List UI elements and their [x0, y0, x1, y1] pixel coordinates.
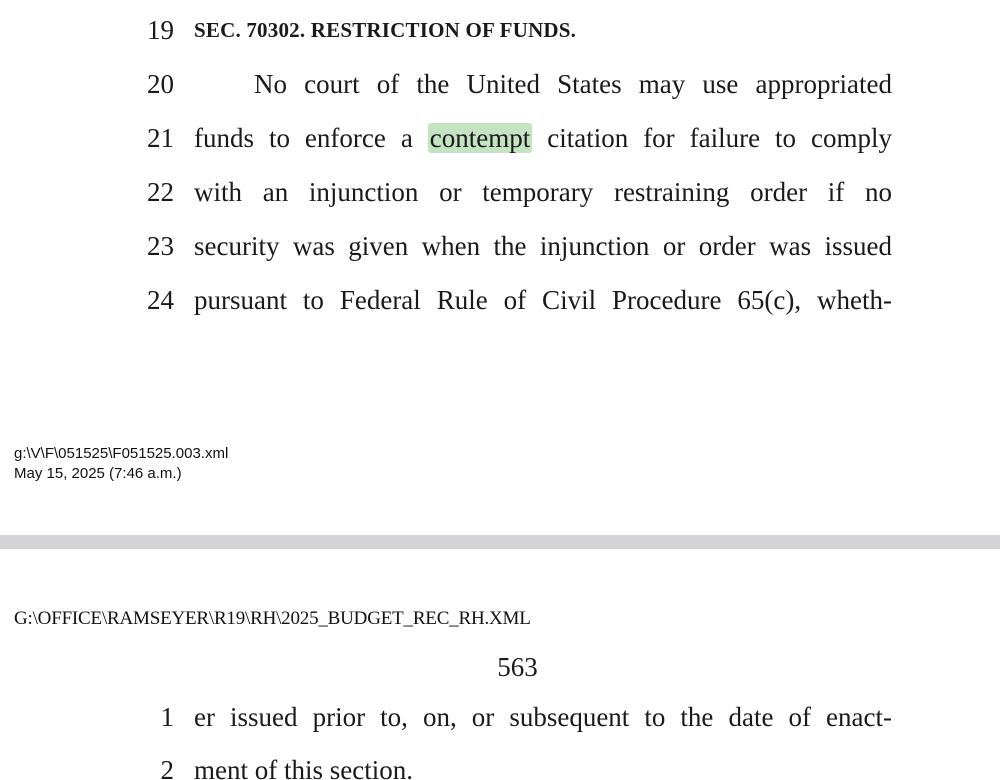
line-number: 24 — [147, 285, 174, 315]
line-text — [194, 118, 892, 158]
line-text: with an injunction or temporary restraining order if no — [194, 177, 892, 207]
section-heading: SEC. 70302. RESTRICTION OF FUNDS. — [194, 18, 577, 42]
line-text: No court of the United States may use appropriated — [254, 69, 892, 99]
line-23 — [0, 226, 1000, 266]
footer-timestamp: May 15, 2025 (7:46 a.m.) — [14, 465, 182, 482]
line-text: er issued prior to, on, or subsequent to the date of enact- — [194, 702, 892, 732]
line-2 — [0, 750, 1000, 780]
line-1 — [0, 697, 1000, 737]
line-22 — [0, 172, 1000, 212]
line-number: 19 — [147, 15, 174, 45]
line-number: 21 — [147, 123, 174, 153]
page-separator — [0, 535, 1000, 549]
highlighted-word[interactable]: contempt — [429, 123, 531, 153]
line-text: pursuant to Federal Rule of Civil Procedure 65(c), wheth- — [194, 285, 892, 315]
line-24 — [0, 280, 1000, 320]
text-segment: citation for failure to comply — [547, 123, 893, 153]
line-21 — [0, 118, 1000, 158]
header-file-path: G:\OFFICE\RAMSEYER\R19\RH\2025_BUDGET_REC_RH.XML — [14, 608, 531, 629]
footer-file-path: g:\V\F\051525\F051525.003.xml — [14, 445, 229, 462]
document-page-bottom — [0, 549, 1000, 780]
line-number: 2 — [160, 755, 174, 780]
line-text: security was given when the injunction or order was issued — [194, 231, 892, 261]
text-segment: funds to enforce a — [194, 123, 413, 153]
line-20 — [0, 64, 1000, 104]
line-number: 23 — [147, 231, 174, 261]
line-number: 1 — [160, 702, 174, 732]
line-number: 20 — [147, 69, 174, 99]
line-text: ment of this section. — [194, 755, 413, 780]
page-number: 563 — [497, 652, 538, 682]
line-number: 22 — [147, 177, 174, 207]
line-19 — [0, 10, 1000, 50]
